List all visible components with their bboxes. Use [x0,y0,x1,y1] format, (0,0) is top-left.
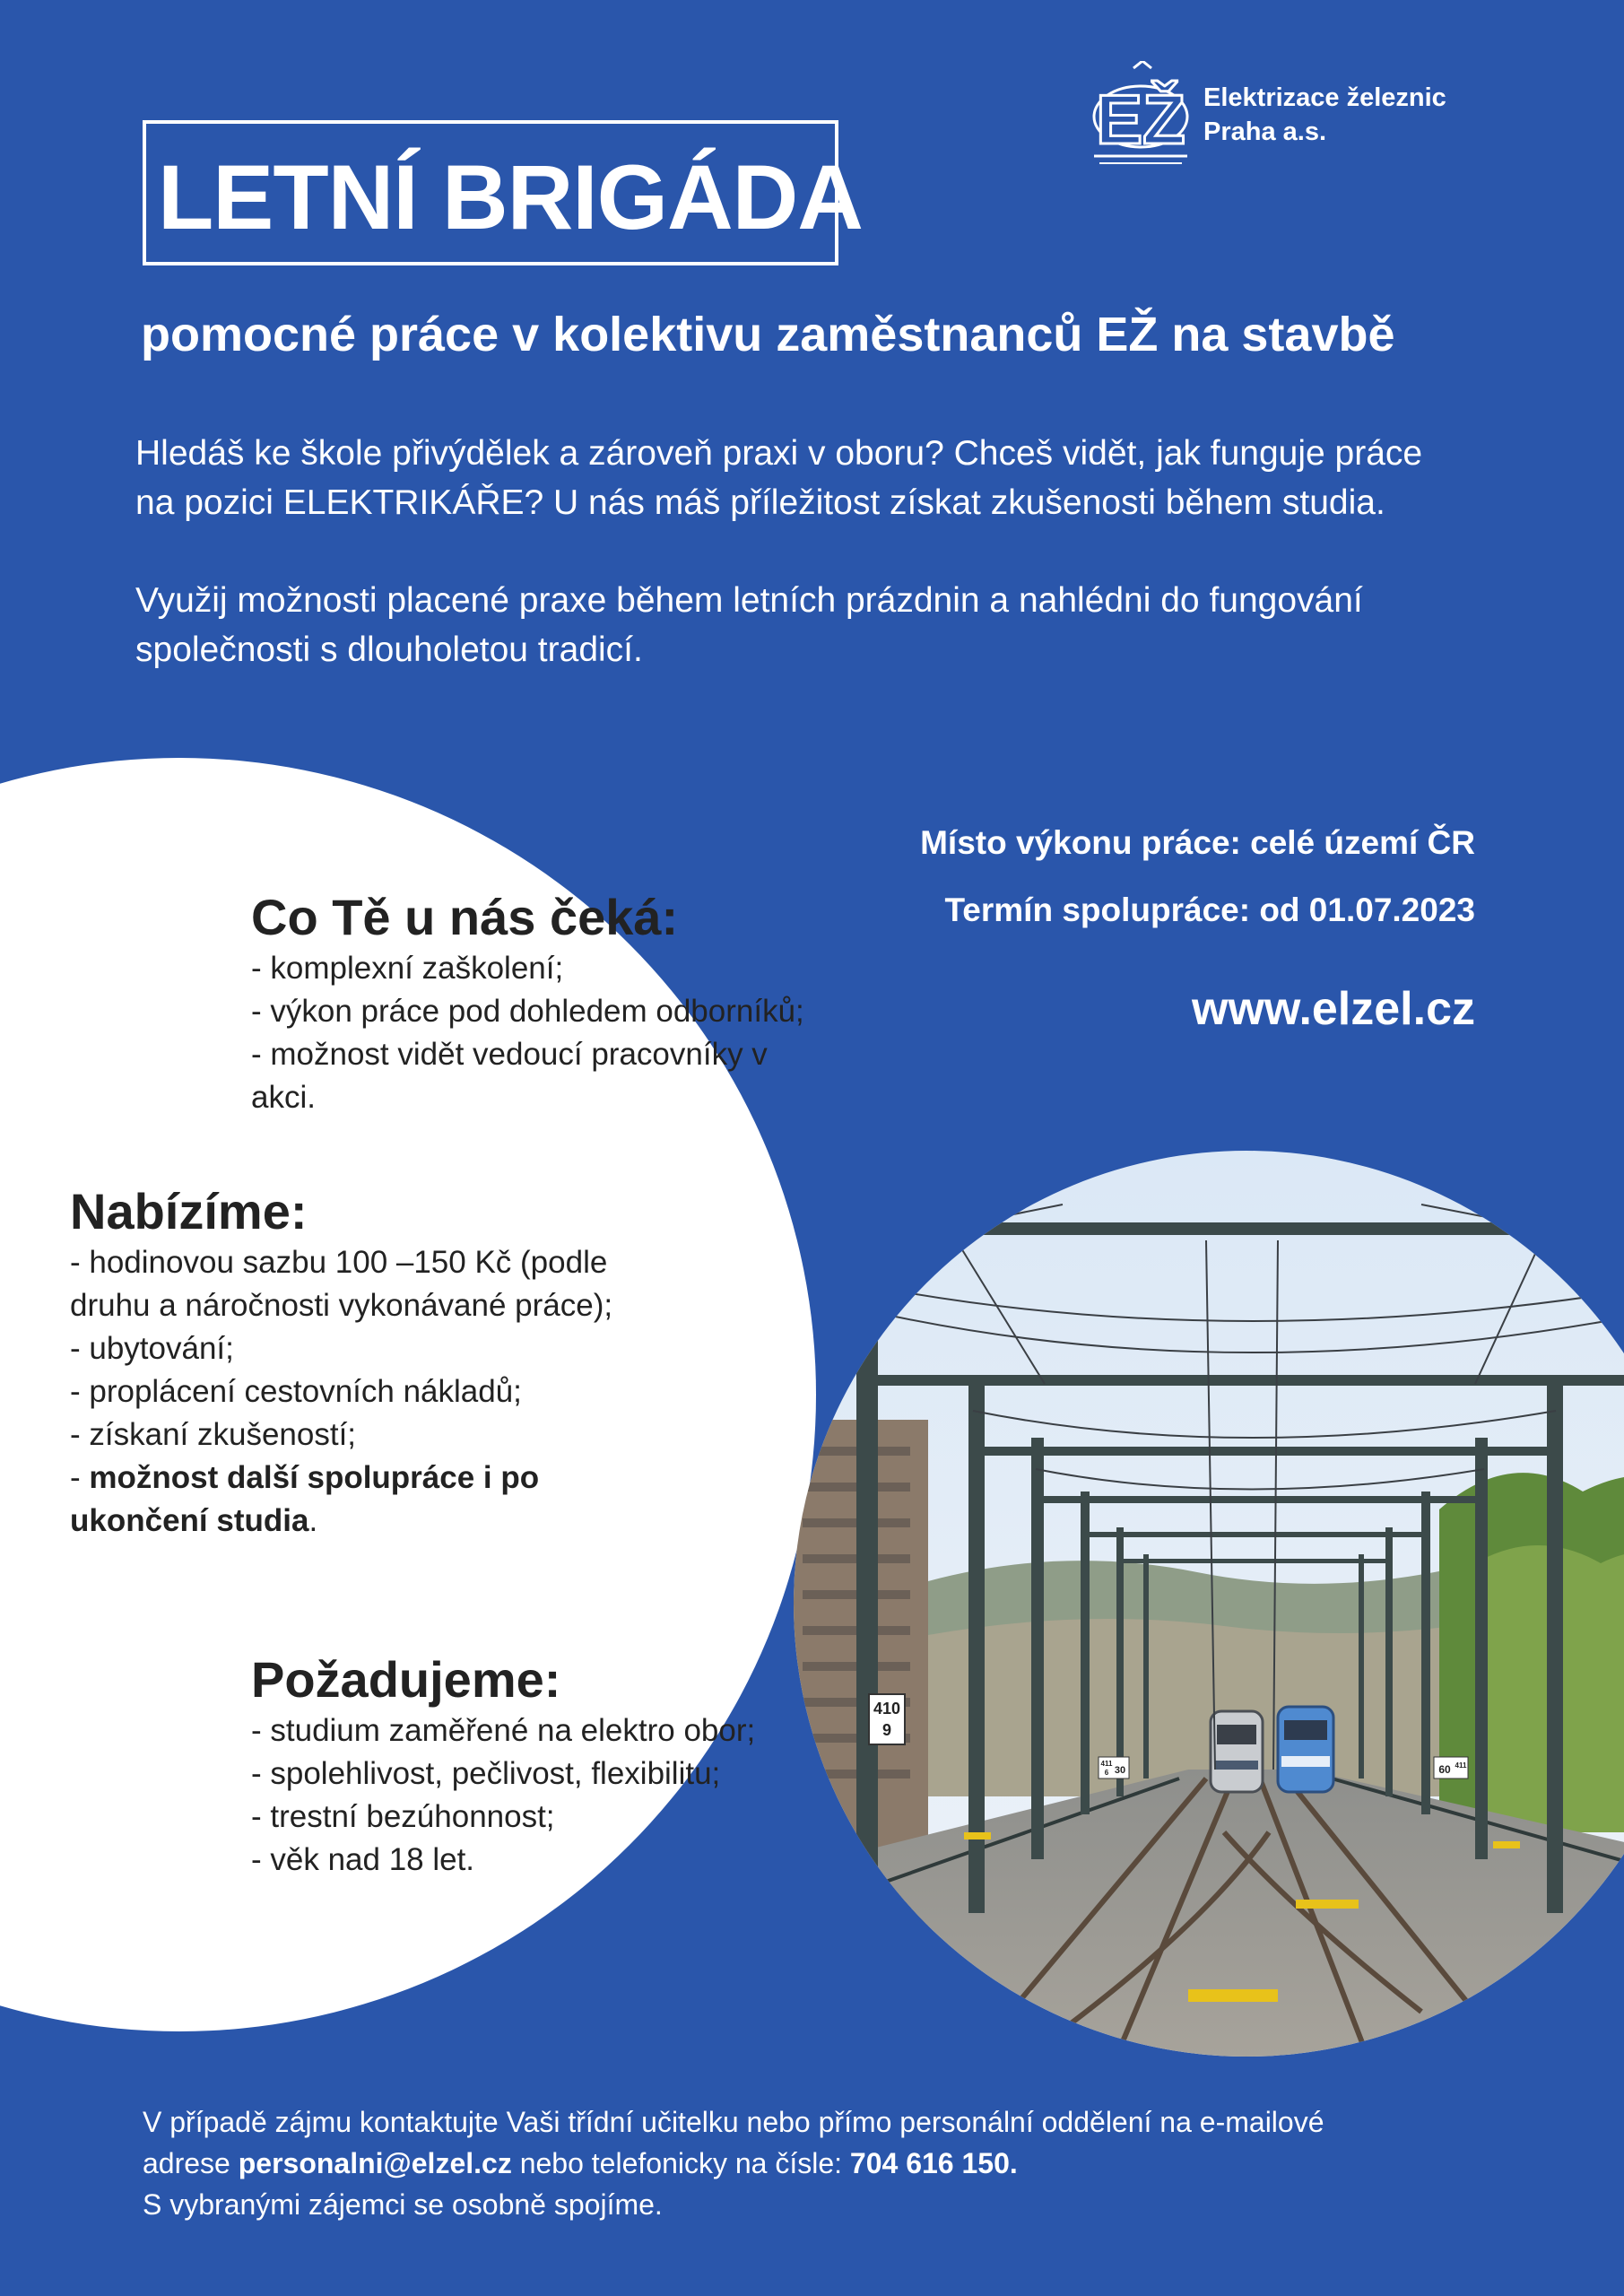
section-expect [251,888,879,1119]
sign-b-line2: 6 [1104,1769,1109,1777]
list-item-suffix: . [308,1503,318,1538]
list-item-prefix: - [70,1460,90,1495]
sign-b-line3: 30 [1114,1765,1126,1776]
contact-email-link[interactable]: personalni@elzel.cz [238,2147,512,2179]
railway-catenary-image [794,1151,1624,2057]
section-offer-list [70,1241,698,1543]
list-item-highlight: možnost další spolupráce i po ukončení studia [70,1460,540,1538]
list-item [70,1457,590,1543]
contact-line-1: V případě zájmu kontaktujte Vaši třídní učitelku nebo přímo personální oddělení na e-mailové [143,2106,1324,2138]
list-item: - proplácení cestovních nákladů; [70,1374,522,1409]
list-item: - výkon práce pod dohledem odborníků; [251,994,804,1029]
page-subtitle: pomocné práce v kolektivu zaměstnanců EŽ na stavbě [141,308,1395,361]
list-item: - studium zaměřené na elektro obor; [251,1713,756,1748]
sign-a-line2: 9 [881,1721,892,1739]
sign-c-line1: 60 [1438,1763,1451,1776]
sign-c-line2: 411 [1455,1761,1467,1770]
svg-text:EŽ: EŽ [1096,80,1185,159]
sign-b-line1: 411 [1100,1760,1113,1768]
list-item: - trestní bezúhonnost; [251,1799,555,1834]
company-name-line1: Elektrizace železnic [1203,83,1446,112]
intro-paragraph-2: Využij možnosti placené praxe během letních prázdnin a nahlédni do fungování společnosti s dlouholetou tradicí. [135,581,1363,669]
page-title: LETNÍ BRIGÁDA [158,146,863,248]
section-expect-list [251,947,879,1119]
list-item: - hodinovou sazbu 100 –150 Kč (podle druhu a náročnosti vykonávané práce); [70,1245,613,1323]
contact-text-a: adrese [143,2147,239,2179]
section-require-heading: Požadujeme: [251,1651,561,1708]
list-item: - možnost vidět vedoucí pracovníky v akci. [251,1037,768,1115]
ez-monogram-icon [1087,61,1198,172]
list-item: - získaní zkušeností; [70,1417,357,1452]
intro-text [135,429,1463,674]
list-item: - komplexní zaškolení; [251,951,564,986]
job-info [920,816,1475,1040]
cooperation-term: Termín spolupráce: od 01.07.2023 [944,891,1475,928]
section-offer-heading: Nabízíme: [70,1183,308,1239]
website-link[interactable]: www.elzel.cz [1192,983,1475,1035]
company-logo [1087,61,1463,178]
contact-text-b: nebo telefonicky na čísle: [511,2147,850,2179]
company-name-line2: Praha a.s. [1203,117,1327,146]
sign-a-line1: 410 [873,1700,901,1718]
list-item: - spolehlivost, pečlivost, flexibilitu; [251,1756,721,1791]
section-offer [70,1182,698,1543]
list-item: - věk nad 18 let. [251,1842,475,1877]
company-name [1203,81,1446,149]
section-require [251,1650,879,1882]
list-item: - ubytování; [70,1331,234,1366]
section-require-list [251,1709,879,1882]
section-expect-heading: Co Tě u nás čeká: [251,889,679,945]
work-location: Místo výkonu práce: celé území ČR [920,824,1475,861]
contact-info [143,2101,1541,2225]
intro-paragraph-1: Hledáš ke škole přivýdělek a zároveň praxi v oboru? Chceš vidět, jak funguje práce na pozici ELEKTRIKÁŘE? U nás máš příležitost získat zkušenosti během studia. [135,434,1423,522]
contact-phone[interactable]: 704 616 150. [849,2147,1018,2179]
railway-photo [794,1151,1624,2057]
contact-line-2 [143,2143,1541,2184]
contact-line-3: S vybranými zájemci se osobně spojíme. [143,2188,663,2221]
